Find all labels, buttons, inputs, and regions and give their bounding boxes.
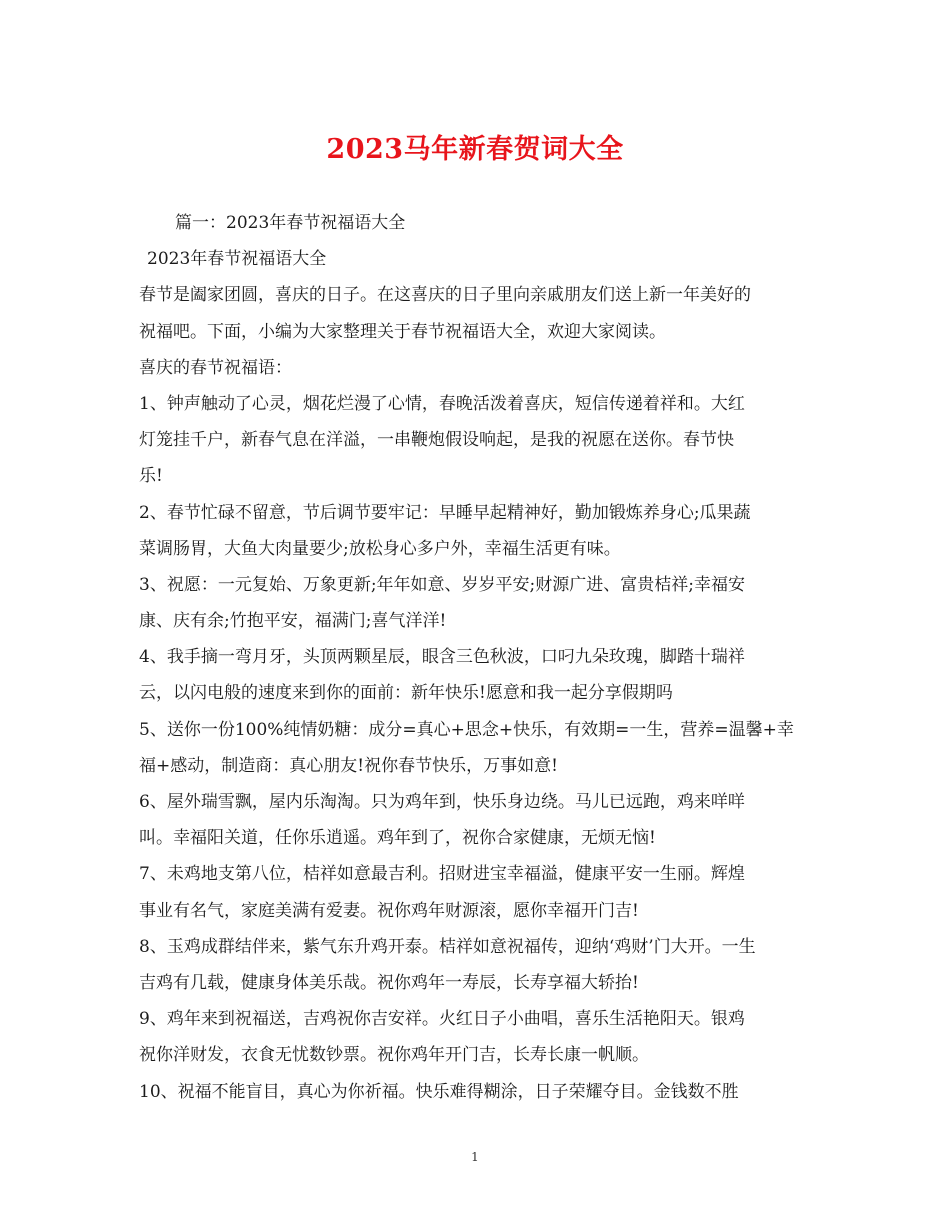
paragraph-line: 事业有名气，家庭美满有爱妻。祝你鸡年财源滚，愿你幸福开门吉!	[139, 900, 639, 921]
paragraph-line: 春节是阖家团圆，喜庆的日子。在这喜庆的日子里向亲戚朋友们送上新一年美好的	[139, 285, 751, 306]
paragraph-line: 喜庆的春节祝福语：	[139, 357, 292, 378]
paragraph-line: 康、庆有余;竹抱平安，福满门;喜气洋洋!	[139, 611, 447, 632]
paragraph-line: 4、我手摘一弯月牙，头顶两颗星辰，眼含三色秋波，口叼九朵玫瑰，脚踏十瑞祥	[139, 647, 745, 668]
paragraph-line: 10、祝福不能盲目，真心为你祈福。快乐难得糊涂，日子荣耀夺目。金钱数不胜	[139, 1081, 739, 1102]
section-heading: 篇一：2023年春节祝福语大全	[175, 213, 406, 233]
paragraph-line: 2、春节忙碌不留意，节后调节要牢记：早睡早起精神好，勤加锻炼养身心;瓜果蔬	[139, 502, 751, 523]
page-number: 1	[471, 1150, 479, 1164]
paragraph-line: 福+感动，制造商：真心朋友!祝你春节快乐，万事如意!	[139, 755, 558, 776]
paragraph-line: 乐!	[139, 466, 163, 487]
paragraph-line: 菜调肠胃，大鱼大肉量要少;放松身心多户外，幸福生活更有味。	[139, 538, 621, 559]
paragraph-line: 叫。幸福阳关道，任你乐逍遥。鸡年到了，祝你合家健康，无烦无恼!	[139, 828, 656, 849]
paragraph-line: 祝你洋财发，衣食无忧数钞票。祝你鸡年开门吉，长寿长康一帆顺。	[139, 1045, 649, 1066]
subsection-heading: 2023年春节祝福语大全	[147, 249, 327, 270]
paragraph-line: 9、鸡年来到祝福送，吉鸡祝你吉安祥。火红日子小曲唱，喜乐生活艳阳天。银鸡	[139, 1009, 745, 1030]
paragraph-line: 灯笼挂千户，新春气息在洋溢，一串鞭炮假设响起，是我的祝愿在送你。春节快	[139, 430, 734, 451]
paragraph-line: 云，以闪电般的速度来到你的面前：新年快乐!愿意和我一起分享假期吗	[139, 683, 673, 704]
paragraph-line: 7、未鸡地支第八位，桔祥如意最吉利。招财进宝幸福溢，健康平安一生丽。辉煌	[139, 864, 745, 885]
paragraph-line: 吉鸡有几载，健康身体美乐哉。祝你鸡年一寿辰，长寿享福大轿抬!	[139, 972, 639, 993]
paragraph-line: 祝福吧。下面，小编为大家整理关于春节祝福语大全，欢迎大家阅读。	[139, 321, 666, 342]
document-body	[139, 205, 819, 1110]
paragraph-line: 8、玉鸡成群结伴来，紫气东升鸡开泰。桔祥如意祝福传，迎纳‘鸡财’门大开。一生	[139, 936, 756, 957]
paragraph-line: 5、送你一份100%纯情奶糖：成分=真心+思念+快乐，有效期=一生，营养=温馨+幸	[139, 719, 794, 740]
paragraph-line: 3、祝愿：一元复始、万象更新;年年如意、岁岁平安;财源广进、富贵桔祥;幸福安	[139, 574, 745, 595]
paragraph-line: 6、屋外瑞雪飘，屋内乐淘淘。只为鸡年到，快乐身边绕。马儿已远跑，鸡来咩咩	[139, 792, 745, 812]
document-title: 2023马年新春贺词大全	[326, 134, 624, 165]
paragraph-line: 1、钟声触动了心灵，烟花烂漫了心情，春晚活泼着喜庆，短信传递着祥和。大红	[139, 393, 745, 414]
